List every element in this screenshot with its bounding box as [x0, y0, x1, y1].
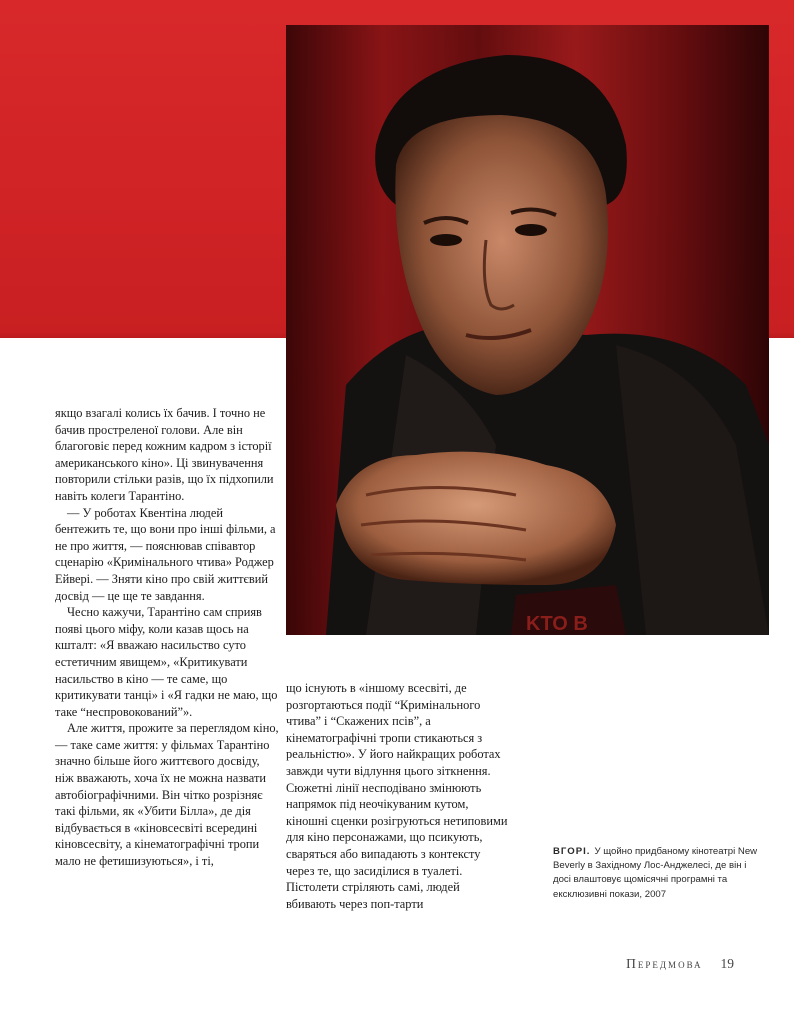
left-text-column	[55, 405, 279, 870]
svg-text:KTO B: KTO B	[526, 613, 588, 635]
portrait-illustration	[286, 25, 769, 635]
paragraph: якщо взагалі колись їх бачив. І точно не бачив простреленої голови. Але він благоговіє перед кожним кадром з історії американського кіно». Ці звинувачення повторили стільки разів, що їх підхопили навіть колеги Тарантіно.	[55, 406, 274, 503]
caption-text: У щойно придбаному кінотеатрі New Beverly в Західному Лос-Анджелесі, де він і досі влаштовує щомісячні програмні та ексклюзивні покази, 2007	[553, 846, 758, 900]
paragraph: — У роботах Квентіна людей бентежить те, що вони про інші фільми, а не про життя, — пояснював співавтор сценарію «Кримінального чтива» Роджер Ейвері. — Зняти кіно про свій життєвий досвід — це ще те завдання.	[55, 505, 276, 603]
paragraph: що існують в «іншому всесвіті, де розгортаються події “Кримінального чтива” і “Скажених псів”, а кінематографічні тропи стикаються з реальністю». У його найкращих роботах завжди чути відлуння цього зіткнення. Сюжетні лінії несподівано змінюють напрямок під неочікуваним кутом, кіношні сценки розігруються нетиповими для кіно персонажами, що псикують, сваряться або випадають з контексту через те, що засиділися в туалеті. Пістолети стріляють самі, людей вбивають через поп-тарти	[286, 681, 508, 911]
page-footer	[626, 956, 734, 972]
middle-text-column	[286, 680, 510, 912]
paragraph: Але життя, прожите за переглядом кіно, — таке саме життя: у фільмах Тарантіно значно більше його життєвого досвіду, ніж вважають, хоча їх не можна назвати автобіографічними. Він чітко розрізняє такі фільми, як «Убити Білла», де дія відбувається в «кіновсесвіті всередині кіновсесвіту, а кінематографічні тропи мало не фетишизуються», і ті,	[55, 721, 279, 869]
page-number: 19	[720, 956, 734, 971]
running-section-title: Передмова	[626, 956, 703, 971]
paragraph: Чесно кажучи, Тарантіно сам сприяв появі цього міфу, коли казав щось на кшталт: «Я вважаю насильство суто естетичним явищем», «Критикувати насильство в кіно — те саме, що критикувати танці» і «Я гадки не маю, що таке “неспровокований”».	[55, 605, 278, 719]
photo-caption	[553, 845, 763, 902]
portrait-photo	[286, 25, 769, 635]
caption-lead: ВГОРІ.	[553, 846, 591, 857]
